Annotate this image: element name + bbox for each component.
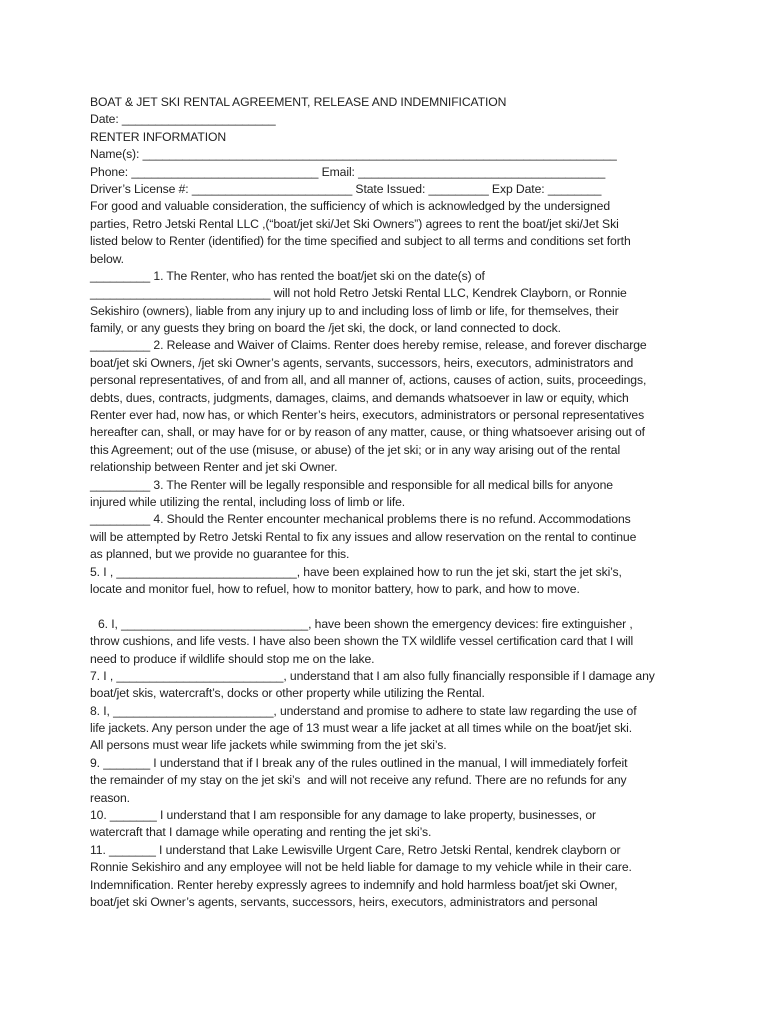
paragraph-line: watercraft that I damage while operating and renting the jet ski’s. bbox=[90, 825, 432, 840]
paragraph-line: Sekishiro (owners), liable from any injury up to and including loss of limb or life, for themselves, their bbox=[90, 303, 619, 318]
paragraph-line: 8. I, ________________________, understand and promise to adhere to state law regarding the use of bbox=[90, 703, 637, 718]
clause-2 bbox=[90, 337, 690, 476]
name-field-line: Name(s): _______________________________________________________________________ bbox=[90, 147, 617, 162]
paragraph-line: _________ 1. The Renter, who has rented the boat/jet ski on the date(s) of bbox=[90, 268, 485, 283]
paragraph-line: injured while utilizing the rental, including loss of limb or life. bbox=[90, 494, 406, 509]
paragraph-line: life jackets. Any person under the age of 13 must wear a life jacket at all times while on the boat/jet ski. bbox=[90, 721, 632, 736]
clause-9 bbox=[90, 755, 690, 807]
paragraph-line: reason. bbox=[90, 790, 130, 805]
blank-spacer bbox=[90, 598, 690, 615]
paragraph-line: need to produce if wildlife should stop me on the lake. bbox=[90, 651, 375, 666]
clause-6 bbox=[90, 616, 690, 668]
paragraph-line: All persons must wear life jackets while swimming from the jet ski’s. bbox=[90, 738, 447, 753]
phone-email-field-line: Phone: ____________________________ Email: _____________________________________ bbox=[90, 164, 606, 179]
paragraph-line: below. bbox=[90, 251, 124, 266]
paragraph-line: relationship between Renter and jet ski Owner. bbox=[90, 460, 338, 475]
paragraph-line: locate and monitor fuel, how to refuel, how to monitor battery, how to park, and how to move. bbox=[90, 581, 580, 596]
paragraph-line: Ronnie Sekishiro and any employee will not be held liable for damage to my vehicle while in their care. bbox=[90, 860, 632, 875]
paragraph-line: ___________________________ will not hold Retro Jetski Rental LLC, Kendrek Clayborn, or Ronnie bbox=[90, 286, 627, 301]
paragraph-line: this Agreement; out of the use (misuse, or abuse) of the jet ski; or in any way arising out of the rental bbox=[90, 442, 621, 457]
clause-8 bbox=[90, 703, 690, 755]
paragraph-line: boat/jet ski Owner’s agents, servants, successors, heirs, executors, administrators and personal bbox=[90, 894, 598, 909]
paragraph-line: boat/jet skis, watercraft’s, docks or other property while utilizing the Rental. bbox=[90, 686, 485, 701]
paragraph-line: the remainder of my stay on the jet ski’s and will not receive any refund. There are no refunds for any bbox=[90, 773, 627, 788]
clause-1 bbox=[90, 268, 690, 338]
drivers-license-field-line: Driver’s License #: ________________________ State Issued: _________ Exp Date: ________ bbox=[90, 181, 602, 196]
paragraph-line: Indemnification. Renter hereby expressly agrees to indemnify and hold harmless boat/jet ski Owner, bbox=[90, 877, 618, 892]
renter-information-heading: RENTER INFORMATION bbox=[90, 129, 227, 144]
paragraph-line: hereafter can, shall, or may have for or by reason of any matter, cause, or thing whatsoever arising out of bbox=[90, 425, 645, 440]
paragraph-line: as planned, but we provide no guarantee for this. bbox=[90, 547, 350, 562]
paragraph-line: family, or any guests they bring on board the /jet ski, the dock, or land connected to dock. bbox=[90, 321, 561, 336]
date-field-line: Date: _______________________ bbox=[90, 112, 276, 127]
paragraph-line: Renter ever had, now has, or which Renter’s heirs, executors, administrators or personal representatives bbox=[90, 408, 645, 423]
paragraph-line: 9. _______ I understand that if I break any of the rules outlined in the manual, I will immediately forfeit bbox=[90, 755, 628, 770]
paragraph-line: 10. _______ I understand that I am responsible for any damage to lake property, businesses, or bbox=[90, 808, 596, 823]
paragraph-line: 6. I, ____________________________, have been shown the emergency devices: fire extinguisher , bbox=[98, 616, 633, 631]
paragraph-line: boat/jet ski Owners, /jet ski Owner’s agents, servants, successors, heirs, executors, administrators and bbox=[90, 355, 634, 370]
clause-11 bbox=[90, 842, 690, 912]
paragraph-line: _________ 3. The Renter will be legally responsible and responsible for all medical bills for anyone bbox=[90, 477, 613, 492]
paragraph-line: personal representatives, of and from all, and all manner of, actions, causes of action, suits, proceedings, bbox=[90, 373, 647, 388]
clause-4 bbox=[90, 511, 690, 563]
paragraph-line: For good and valuable consideration, the sufficiency of which is acknowledged by the undersigned bbox=[90, 199, 610, 214]
document-title: BOAT & JET SKI RENTAL AGREEMENT, RELEASE AND INDEMNIFICATION bbox=[90, 95, 507, 109]
paragraph-line: throw cushions, and life vests. I have also been shown the TX wildlife vessel certification card that I will bbox=[90, 634, 634, 649]
paragraph-line: debts, dues, contracts, judgments, damages, claims, and demands whatsoever in law or equity, which bbox=[90, 390, 629, 405]
paragraph-line: _________ 2. Release and Waiver of Claims. Renter does hereby remise, release, and forever discharge bbox=[90, 338, 647, 353]
agreement-document bbox=[90, 94, 690, 911]
paragraph-line: _________ 4. Should the Renter encounter mechanical problems there is no refund. Accommodations bbox=[90, 512, 631, 527]
paragraph-line: will be attempted by Retro Jetski Rental to fix any issues and allow reservation on the rental to continue bbox=[90, 529, 637, 544]
clause-10 bbox=[90, 807, 690, 842]
clause-7 bbox=[90, 668, 690, 703]
paragraph-line: 7. I , _________________________, understand that I am also fully financially responsible if I damage any bbox=[90, 668, 655, 683]
paragraph-line: 11. _______ I understand that Lake Lewisville Urgent Care, Retro Jetski Rental, kendrek clayborn or bbox=[90, 842, 621, 857]
paragraph-line: 5. I , ___________________________, have been explained how to run the jet ski, start the jet ski’s, bbox=[90, 564, 622, 579]
intro-paragraph bbox=[90, 198, 690, 268]
paragraph-line: listed below to Renter (identified) for the time specified and subject to all terms and conditions set forth bbox=[90, 234, 631, 249]
clause-5 bbox=[90, 564, 690, 599]
paragraph-line: parties, Retro Jetski Rental LLC ,(“boat/jet ski/Jet Ski Owners”) agrees to rent the boat/jet ski/Jet Ski bbox=[90, 216, 619, 231]
clause-3 bbox=[90, 477, 690, 512]
